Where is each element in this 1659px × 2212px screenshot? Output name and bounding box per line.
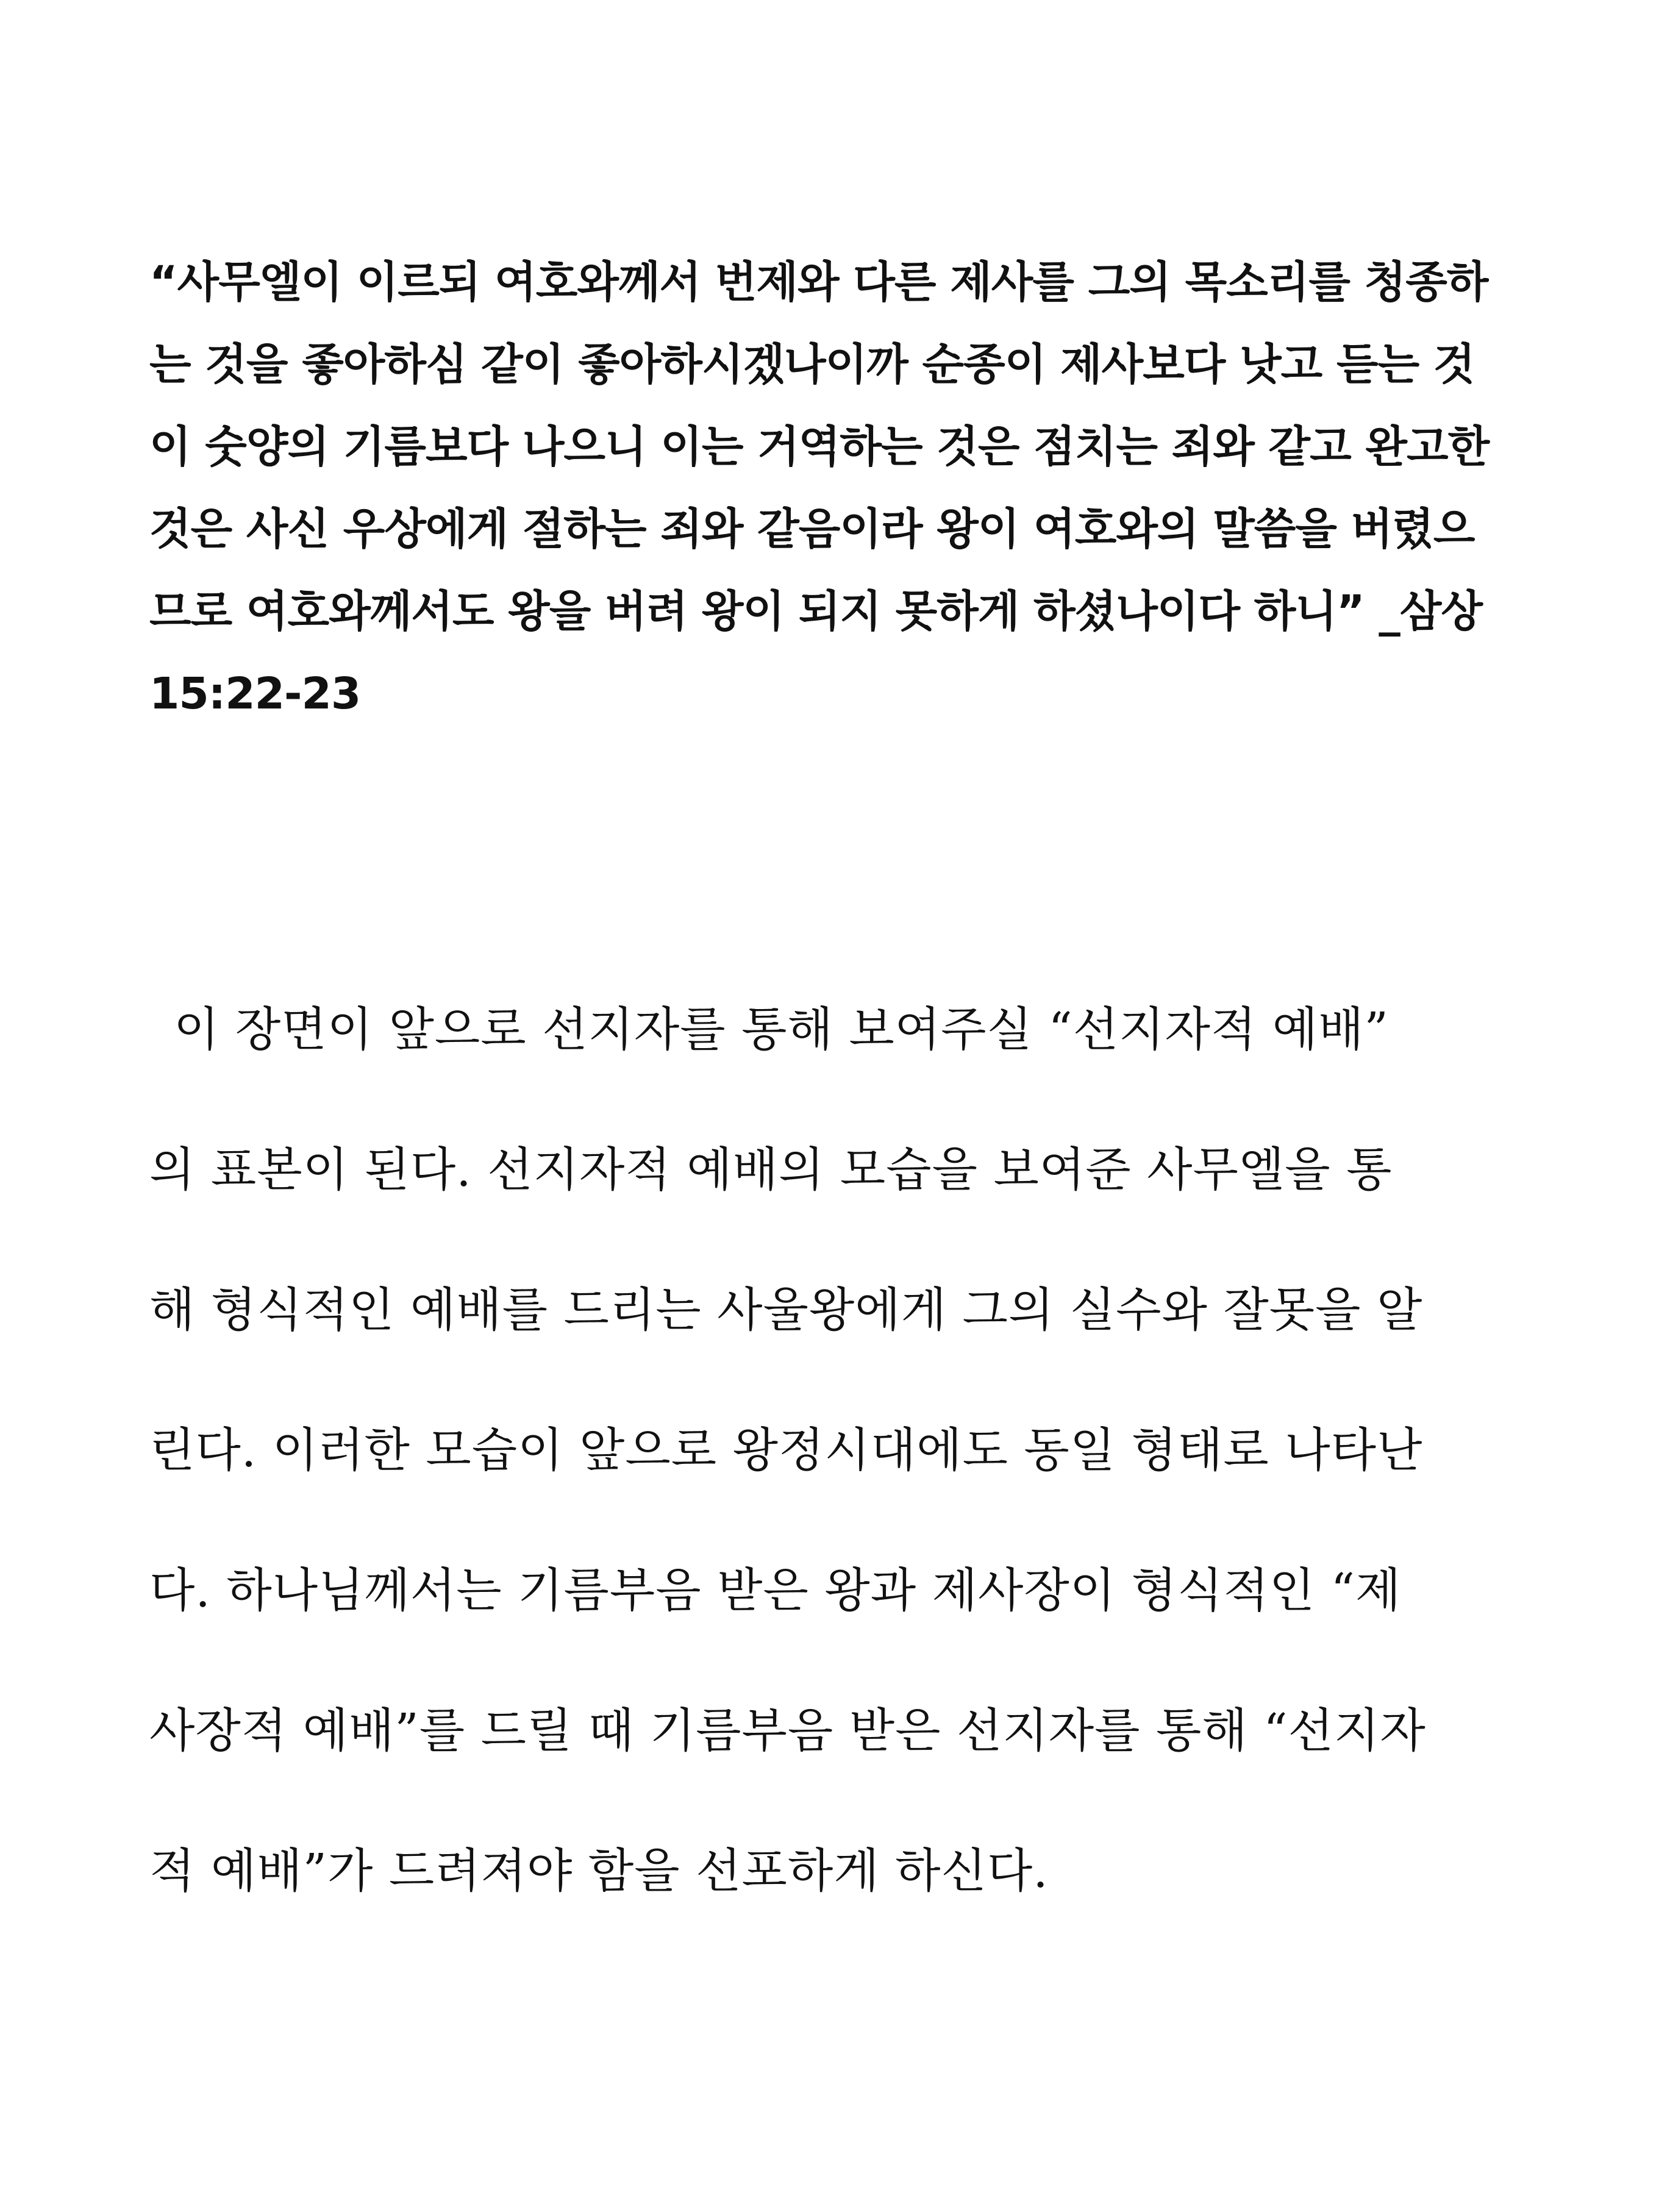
paragraph-line: 사장적 예배”를 드릴 때 기름부음 받은 선지자를 통해 “선지자 xyxy=(149,1704,1426,1758)
quote-line: “사무엘이 이르되 여호와께서 번제와 다른 제사를 그의 목소리를 청종하 xyxy=(149,257,1488,307)
paragraph-line: 해 형식적인 예배를 드리는 사울왕에게 그의 실수와 잘못을 알 xyxy=(149,1283,1423,1338)
paragraph-line: 의 표본이 된다. 선지자적 예배의 모습을 보여준 사무엘을 통 xyxy=(149,1143,1393,1197)
paragraph-line: 다. 하나님께서는 기름부음 받은 왕과 제사장이 형식적인 “제 xyxy=(149,1564,1402,1618)
quote-line: 므로 여호와께서도 왕을 버려 왕이 되지 못하게 하셨나이다 하니” _삼상 xyxy=(149,586,1483,637)
quote-line: 것은 사신 우상에게 절하는 죄와 같음이라 왕이 여호와의 말씀을 버렸으 xyxy=(149,504,1475,554)
quote-line: 이 숫양의 기름보다 나으니 이는 거역하는 것은 점치는 죄와 같고 완고한 xyxy=(149,421,1490,472)
quote-reference: 15:22-23 xyxy=(149,668,361,719)
paragraph-line: 린다. 이러한 모습이 앞으로 왕정시대에도 동일 형태로 나타난 xyxy=(149,1424,1423,1478)
quote-line: 는 것을 좋아하심 같이 좋아하시겠나이까 순종이 제사보다 낫고 듣는 것 xyxy=(149,339,1475,390)
body-paragraph xyxy=(149,960,1527,1942)
paragraph-line: 이 장면이 앞으로 선지자를 통해 보여주실 “선지자적 예배” xyxy=(174,1003,1389,1057)
scripture-quote xyxy=(149,241,1527,735)
paragraph-line: 적 예배”가 드려져야 함을 선포하게 하신다. xyxy=(149,1844,1049,1899)
